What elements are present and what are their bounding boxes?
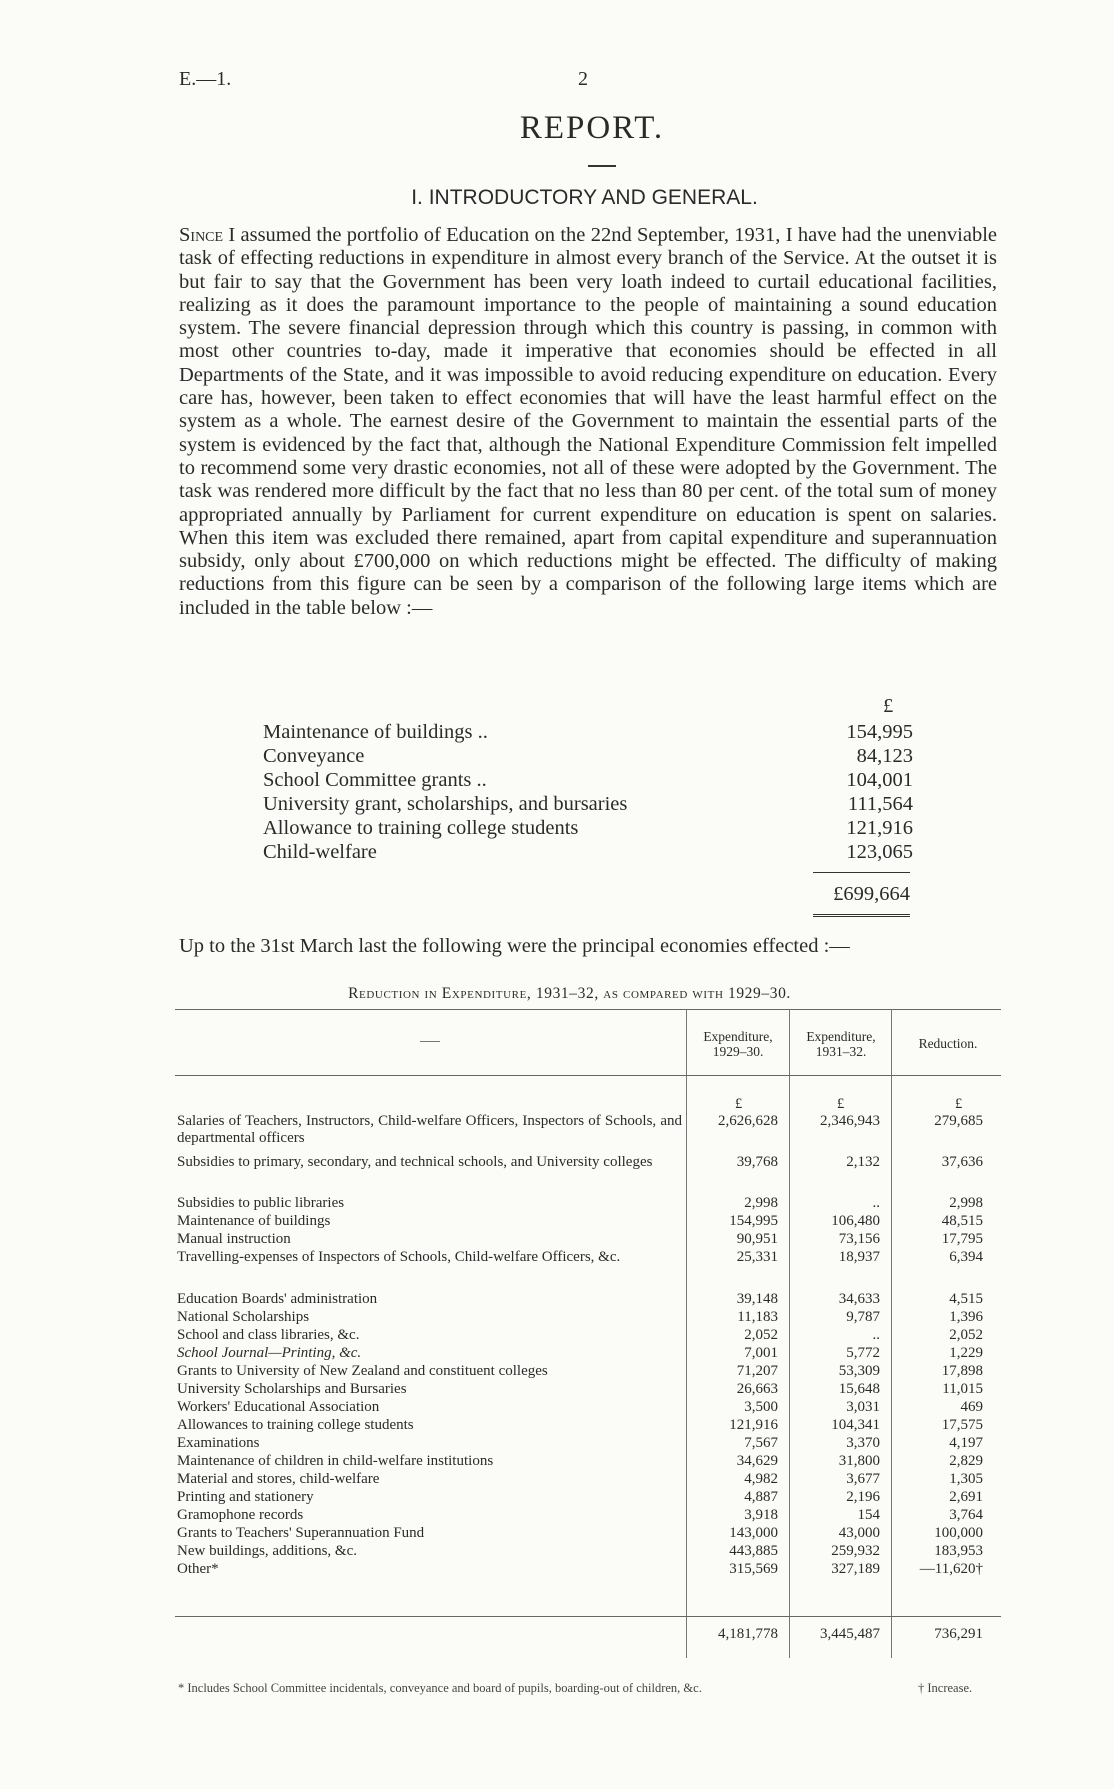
row-description: Maintenance of buildings	[177, 1213, 331, 1229]
description-header-dash	[420, 1041, 440, 1042]
column-divider	[891, 1009, 892, 1616]
row-1931: 106,480	[831, 1213, 880, 1229]
row-1931: 327,189	[831, 1561, 880, 1577]
row-1931: 43,000	[838, 1525, 880, 1541]
item-value: 154,995	[846, 721, 913, 743]
items-total-rule	[813, 872, 910, 873]
row-1929: 2,998	[744, 1195, 778, 1211]
items-double-rule	[813, 914, 910, 917]
row-description: Material and stores, child-welfare	[177, 1471, 380, 1487]
row-1929: 34,629	[736, 1453, 778, 1469]
item-row	[263, 769, 913, 793]
row-1931: 2,196	[846, 1489, 880, 1505]
row-1931: 2,132	[846, 1154, 880, 1170]
row-1931: 73,156	[838, 1231, 880, 1247]
row-1929: 39,768	[736, 1154, 778, 1170]
row-1931: 31,800	[838, 1453, 880, 1469]
row-1929: 154,995	[729, 1213, 778, 1229]
item-value: 104,001	[846, 769, 913, 791]
row-description: Gramophone records	[177, 1507, 304, 1523]
item-label: Conveyance	[263, 745, 365, 767]
table-title: Reduction in Expenditure, 1931–32, as compared with 1929–30.	[348, 985, 791, 1002]
row-reduction: —11,620†	[919, 1561, 983, 1577]
items-currency: £	[883, 695, 894, 717]
row-description: Grants to Teachers' Superannuation Fund	[177, 1525, 425, 1541]
page-number: 2	[578, 68, 588, 90]
row-description: Salaries of Teachers, Instructors, Child-welfare Officers, Inspectors of Schools, and departmental officers	[177, 1113, 682, 1146]
row-description: School Journal—Printing, &c.	[177, 1345, 362, 1361]
item-row	[263, 793, 913, 817]
row-1929: 443,885	[729, 1543, 778, 1559]
column-divider	[789, 1009, 790, 1616]
row-1931: 3,370	[846, 1435, 880, 1451]
report-reference: E.—1.	[179, 68, 232, 90]
row-1931: 259,932	[831, 1543, 880, 1559]
item-row	[263, 841, 913, 865]
row-description: Grants to University of New Zealand and constituent colleges	[177, 1363, 548, 1379]
item-value: 123,065	[846, 841, 913, 863]
row-1929: 4,982	[744, 1471, 778, 1487]
row-reduction: 17,795	[941, 1231, 983, 1247]
row-reduction: 2,691	[949, 1489, 983, 1505]
row-description: Education Boards' administration	[177, 1291, 378, 1307]
row-reduction: 1,396	[949, 1309, 983, 1325]
row-description: Maintenance of children in child-welfare institutions	[177, 1453, 494, 1469]
row-1931: 53,309	[838, 1363, 880, 1379]
row-description: Printing and stationery	[177, 1489, 314, 1505]
row-1929: 11,183	[737, 1309, 778, 1325]
row-description: University Scholarships and Bursaries	[177, 1381, 407, 1397]
row-1931: ..	[872, 1327, 880, 1343]
row-1929: 2,052	[744, 1327, 778, 1343]
row-1931: 15,648	[838, 1381, 880, 1397]
row-1929: 315,569	[729, 1561, 778, 1577]
row-reduction: 17,575	[941, 1417, 983, 1433]
row-reduction: 37,636	[941, 1154, 983, 1170]
table-top-rule	[175, 1009, 1001, 1010]
row-reduction: 1,229	[949, 1345, 983, 1361]
row-description: Examinations	[177, 1435, 260, 1451]
items-total: £699,664	[833, 883, 910, 905]
row-1931: 3,677	[846, 1471, 880, 1487]
row-reduction: 4,197	[949, 1435, 983, 1451]
row-1929: 90,951	[736, 1231, 778, 1247]
row-1929: 39,148	[736, 1291, 778, 1307]
row-1931: 34,633	[838, 1291, 880, 1307]
table-row	[175, 1249, 1001, 1283]
row-1929: 3,500	[744, 1399, 778, 1415]
col-header-reduction: Reduction.	[918, 1036, 978, 1051]
title-rule	[588, 165, 616, 167]
row-description: Manual instruction	[177, 1231, 291, 1247]
row-1931: 18,937	[838, 1249, 880, 1265]
column-divider	[686, 1616, 687, 1658]
item-row	[263, 745, 913, 769]
column-divider	[789, 1616, 790, 1658]
row-reduction: 2,052	[949, 1327, 983, 1343]
row-1931: 154	[857, 1507, 880, 1523]
row-1929: 26,663	[736, 1381, 778, 1397]
row-1929: 7,001	[744, 1345, 778, 1361]
intro-text: I assumed the portfolio of Education on the 22nd September, 1931, I have had the unenviable task of effecting reductions in expenditure in almost every branch of the Service. At the outset it is but fair to say that the Government has been very loath indeed to curtail educational facilities, realizing as it does the paramount importance to the people of maintaining a sound education system. The severe financial depression through which this country is passing, in common with most other countries to-day, made it imperative that economies should be effected in all Departments of the State, and it was impossible to avoid reducing expenditure on education. Every care has, however, been taken to effect economies that will have the least harmful effect on the system as a whole. The earnest desire of the Government to maintain the essential parts of the system is evidenced by the fact that, although the National Expenditure Commission felt impelled to recommend some very drastic economies, not all of these were adopted by the Government. The task was rendered more difficult by the fact that no less than 80 per cent. of the total sum of money appropriated annually by Parliament for current expenditure on education is spent on salaries. When this item was excluded there remained, apart from capital expenditure and superannuation subsidy, only about £700,000 on which reductions might be effected. The difficulty of making reductions from this figure can be seen by a comparison of the following large items which are included in the table below :—	[179, 224, 997, 619]
item-label: University grant, scholarships, and bursaries	[263, 793, 628, 815]
row-1931: ..	[872, 1195, 880, 1211]
row-reduction: 11,015	[942, 1381, 983, 1397]
currency-1929: £	[735, 1096, 743, 1112]
total-reduction: 736,291	[934, 1626, 983, 1642]
row-description: Allowances to training college students	[177, 1417, 414, 1433]
footnote-includes: * Includes School Committee incidentals, conveyance and board of pupils, boarding-out of children, &c.	[178, 1681, 702, 1695]
row-reduction: 100,000	[934, 1525, 983, 1541]
row-reduction: 3,764	[949, 1507, 983, 1523]
row-reduction: 469	[960, 1399, 983, 1415]
currency-1931: £	[837, 1096, 845, 1112]
table-row	[175, 1113, 1001, 1147]
row-1929: 4,887	[744, 1489, 778, 1505]
row-reduction: 183,953	[934, 1543, 983, 1559]
row-1929: 2,626,628	[718, 1113, 778, 1129]
item-label: Allowance to training college students	[263, 817, 579, 839]
row-1931: 9,787	[846, 1309, 880, 1325]
row-description: Workers' Educational Association	[177, 1399, 380, 1415]
row-1929: 143,000	[729, 1525, 778, 1541]
total-1931: 3,445,487	[820, 1626, 880, 1642]
row-1931: 5,772	[846, 1345, 880, 1361]
intro-paragraph	[179, 224, 997, 620]
report-title: REPORT.	[519, 110, 665, 146]
row-description: School and class libraries, &c.	[177, 1327, 360, 1343]
row-1929: 121,916	[729, 1417, 778, 1433]
item-row	[263, 721, 913, 745]
row-1931: 3,031	[846, 1399, 880, 1415]
table-row	[175, 1154, 1001, 1188]
row-description: New buildings, additions, &c.	[177, 1543, 357, 1559]
row-description: Other*	[177, 1561, 219, 1577]
row-reduction: 1,305	[949, 1471, 983, 1487]
table-total-rule	[175, 1616, 1001, 1617]
currency-reduction: £	[955, 1096, 963, 1112]
row-reduction: 4,515	[949, 1291, 983, 1307]
item-row	[263, 817, 913, 841]
row-reduction: 279,685	[934, 1113, 983, 1129]
row-description: Subsidies to primary, secondary, and technical schools, and University colleges	[177, 1154, 653, 1170]
row-description: Subsidies to public libraries	[177, 1195, 345, 1211]
col-header-1931: Expenditure, 1931–32.	[806, 1029, 876, 1059]
intro-first-word: Since	[179, 224, 224, 246]
row-reduction: 48,515	[941, 1213, 983, 1229]
table-header-rule	[175, 1075, 1001, 1076]
row-reduction: 17,898	[941, 1363, 983, 1379]
row-1931: 104,341	[831, 1417, 880, 1433]
item-value: 84,123	[856, 745, 913, 767]
item-value: 111,564	[847, 793, 913, 815]
row-description: National Scholarships	[177, 1309, 310, 1325]
row-1929: 3,918	[744, 1507, 778, 1523]
footnote-increase: † Increase.	[918, 1681, 973, 1695]
row-1929: 25,331	[736, 1249, 778, 1265]
row-reduction: 6,394	[949, 1249, 983, 1265]
column-divider	[686, 1009, 687, 1616]
row-reduction: 2,829	[949, 1453, 983, 1469]
row-description: Travelling-expenses of Inspectors of Schools, Child-welfare Officers, &c.	[177, 1249, 621, 1265]
item-label: School Committee grants ..	[263, 769, 487, 791]
row-reduction: 2,998	[949, 1195, 983, 1211]
col-header-1929: Expenditure, 1929–30.	[703, 1029, 773, 1059]
row-1929: 71,207	[736, 1363, 778, 1379]
row-1929: 7,567	[744, 1435, 778, 1451]
item-label: Child-welfare	[263, 841, 377, 863]
section-heading: I. INTRODUCTORY AND GENERAL.	[411, 186, 758, 209]
total-1929: 4,181,778	[718, 1626, 778, 1642]
column-divider	[891, 1616, 892, 1658]
economies-intro: Up to the 31st March last the following were the principal economies effected :—	[179, 935, 850, 957]
row-1931: 2,346,943	[820, 1113, 880, 1129]
item-value: 121,916	[846, 817, 913, 839]
item-label: Maintenance of buildings ..	[263, 721, 488, 743]
